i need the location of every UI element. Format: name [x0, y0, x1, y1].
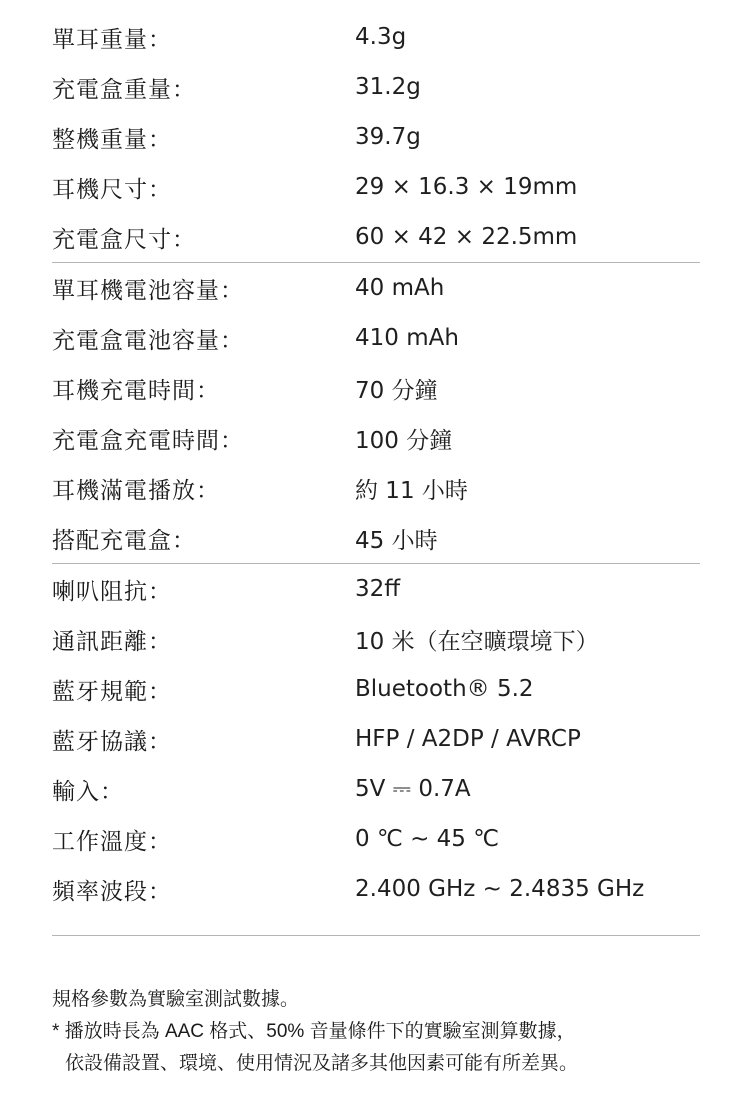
spec-label: 充電盒充電時間：	[52, 426, 244, 453]
footnote-disclaimer: 規格參數為實驗室測試數據。	[52, 989, 300, 1010]
spec-value: 0 ℃ ~ 45 ℃	[355, 826, 500, 852]
spec-label: 通訊距離：	[52, 627, 172, 654]
spec-value: 2.400 GHz ~ 2.4835 GHz	[355, 876, 645, 902]
spec-row-input	[52, 764, 700, 814]
spec-label: 充電盒尺寸：	[52, 225, 196, 252]
spec-value: 410 mAh	[355, 325, 459, 351]
spec-row-case-weight	[52, 62, 700, 112]
spec-value: 5V ⎓ 0.7A	[355, 776, 471, 802]
spec-row-playback-with-case	[52, 513, 700, 563]
spec-row-bluetooth-version	[52, 664, 700, 714]
spec-group-battery	[52, 263, 700, 563]
spec-value: 10 米（在空曠環境下）	[355, 628, 599, 655]
spec-row-playback-time	[52, 463, 700, 513]
spec-value: 32ff	[355, 576, 401, 602]
spec-value: 60 × 42 × 22.5mm	[355, 224, 578, 250]
spec-label: 單耳重量：	[52, 25, 172, 52]
spec-label: 單耳機電池容量：	[52, 276, 244, 303]
spec-label: 藍牙協議：	[52, 727, 172, 754]
spec-value: 約 11 小時	[355, 477, 468, 504]
spec-value: 100 分鐘	[355, 427, 453, 454]
spec-label: 整機重量：	[52, 125, 172, 152]
spec-value: 39.7g	[355, 124, 421, 150]
spec-label: 頻率波段：	[52, 877, 172, 904]
spec-value: 4.3g	[355, 24, 407, 50]
footnotes	[52, 984, 712, 1080]
footnote-variance: 依設備設置、環境、使用情況及諸多其他因素可能有所差異。	[65, 1053, 579, 1074]
spec-row-operating-temp	[52, 814, 700, 864]
spec-label: 耳機尺寸：	[52, 175, 172, 202]
spec-row-total-weight	[52, 112, 700, 162]
spec-label: 耳機充電時間：	[52, 376, 220, 403]
spec-value: 45 小時	[355, 527, 438, 554]
spec-row-earbud-size	[52, 162, 700, 212]
spec-row-impedance	[52, 564, 700, 614]
spec-row-case-size	[52, 212, 700, 262]
spec-group-technical	[52, 564, 700, 914]
spec-row-earbud-charge-time	[52, 363, 700, 413]
spec-value: Bluetooth® 5.2	[355, 676, 534, 702]
spec-value: 70 分鐘	[355, 377, 438, 404]
spec-value: 31.2g	[355, 74, 421, 100]
spec-row-earbud-weight	[52, 12, 700, 62]
spec-label: 充電盒重量：	[52, 75, 196, 102]
spec-row-case-charge-time	[52, 413, 700, 463]
spec-label: 工作溫度：	[52, 827, 172, 854]
spec-row-range	[52, 614, 700, 664]
spec-label: 輸入：	[52, 777, 124, 804]
footer-divider	[52, 935, 700, 936]
spec-value: 29 × 16.3 × 19mm	[355, 174, 578, 200]
spec-label: 藍牙規範：	[52, 677, 172, 704]
spec-row-bluetooth-profiles	[52, 714, 700, 764]
spec-label: 喇叭阻抗：	[52, 577, 172, 604]
spec-row-case-battery	[52, 313, 700, 363]
spec-row-earbud-battery	[52, 263, 700, 313]
spec-row-frequency-band	[52, 864, 700, 914]
spec-group-weight-size	[52, 12, 700, 262]
footnote-playback-conditions: * 播放時長為 AAC 格式、50% 音量條件下的實驗室測算數據，	[52, 1021, 576, 1042]
spec-table	[52, 12, 700, 914]
spec-value: 40 mAh	[355, 275, 445, 301]
spec-value: HFP / A2DP / AVRCP	[355, 726, 581, 752]
spec-label: 耳機滿電播放：	[52, 476, 220, 503]
spec-label: 搭配充電盒：	[52, 526, 196, 553]
spec-label: 充電盒電池容量：	[52, 326, 244, 353]
